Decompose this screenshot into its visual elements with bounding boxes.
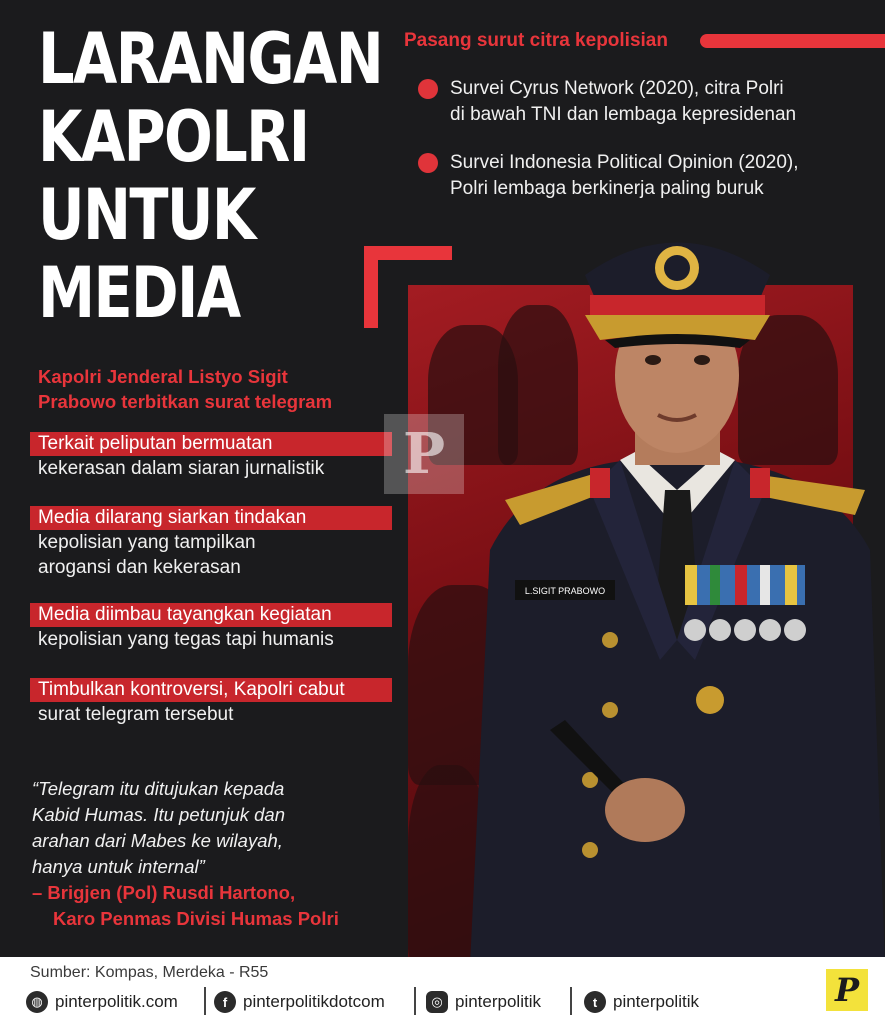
bullet-icon xyxy=(418,79,438,99)
divider xyxy=(414,987,416,1015)
officer-portrait xyxy=(470,190,885,965)
social-link-facebook[interactable] xyxy=(214,990,385,1014)
title-line: UNTUK xyxy=(38,174,255,256)
social-label: pinterpolitik xyxy=(455,992,541,1011)
social-link-instagram[interactable] xyxy=(426,990,541,1014)
survey-item-line: Survei Cyrus Network (2020), citra Polri xyxy=(450,78,784,99)
source-text: Sumber: Kompas, Merdeka - R55 xyxy=(30,964,269,981)
point-highlight: Media diimbau tayangkan kegiatan xyxy=(30,603,392,627)
decorative-corner xyxy=(364,246,378,328)
quote-line: hanya untuk internal” xyxy=(32,856,205,877)
twitter-icon: t xyxy=(584,991,606,1013)
survey-heading-bar xyxy=(700,34,885,48)
point-highlight: Terkait peliputan bermuatan xyxy=(30,432,392,456)
instagram-icon: ◎ xyxy=(426,991,448,1013)
point-text: arogansi dan kekerasan xyxy=(38,557,241,578)
intro-text xyxy=(38,364,398,414)
social-label: pinterpolitik.com xyxy=(55,992,178,1011)
quote-text xyxy=(32,776,392,880)
officer-nametag: L.SIGIT PRABOWO xyxy=(524,586,606,596)
title-line: MEDIA xyxy=(38,252,240,334)
intro-line: Prabowo terbitkan surat telegram xyxy=(38,391,333,412)
point-text: surat telegram tersebut xyxy=(38,704,234,725)
social-label: pinterpolitikdotcom xyxy=(243,992,385,1011)
quote-line: arahan dari Mabes ke wilayah, xyxy=(32,830,283,851)
survey-item-line: Polri lembaga berkinerja paling buruk xyxy=(450,178,764,199)
point-item xyxy=(30,506,410,580)
divider xyxy=(204,987,206,1015)
point-text: kepolisian yang tampilkan xyxy=(38,532,256,553)
watermark-logo: P xyxy=(384,414,464,494)
pinterpolitik-logo: P xyxy=(826,969,868,1011)
social-link-twitter[interactable] xyxy=(584,990,699,1014)
quote-line: Kabid Humas. Itu petunjuk dan xyxy=(32,804,285,825)
quote-author-role: Karo Penmas Divisi Humas Polri xyxy=(53,908,339,929)
social-label: pinterpolitik xyxy=(613,992,699,1011)
title-line: LARANGAN xyxy=(38,18,383,100)
intro-line: Kapolri Jenderal Listyo Sigit xyxy=(38,366,288,387)
quote-author xyxy=(32,880,402,932)
bullet-icon xyxy=(418,153,438,173)
globe-icon: ◍ xyxy=(26,991,48,1013)
point-item xyxy=(30,678,410,727)
quote-line: “Telegram itu ditujukan kepada xyxy=(32,778,285,799)
point-highlight: Timbulkan kontroversi, Kapolri cabut xyxy=(30,678,392,702)
point-text: kepolisian yang tegas tapi humanis xyxy=(38,629,334,650)
footer xyxy=(0,957,885,1024)
survey-item-line: Survei Indonesia Political Opinion (2020), xyxy=(450,152,799,173)
survey-item-line: di bawah TNI dan lembaga kepresidenan xyxy=(450,104,797,125)
survey-item-text xyxy=(450,76,870,128)
divider xyxy=(570,987,572,1015)
title-line: KAPOLRI xyxy=(38,96,309,178)
survey-heading: Pasang surut citra kepolisian xyxy=(404,30,668,51)
page-title xyxy=(38,18,383,334)
quote-author-name: – Brigjen (Pol) Rusdi Hartono, xyxy=(32,882,296,903)
point-text: kekerasan dalam siaran jurnalistik xyxy=(38,458,325,479)
point-item xyxy=(30,432,410,481)
point-item xyxy=(30,603,410,652)
point-highlight: Media dilarang siarkan tindakan xyxy=(30,506,392,530)
facebook-icon: f xyxy=(214,991,236,1013)
social-link-website[interactable] xyxy=(26,990,178,1014)
